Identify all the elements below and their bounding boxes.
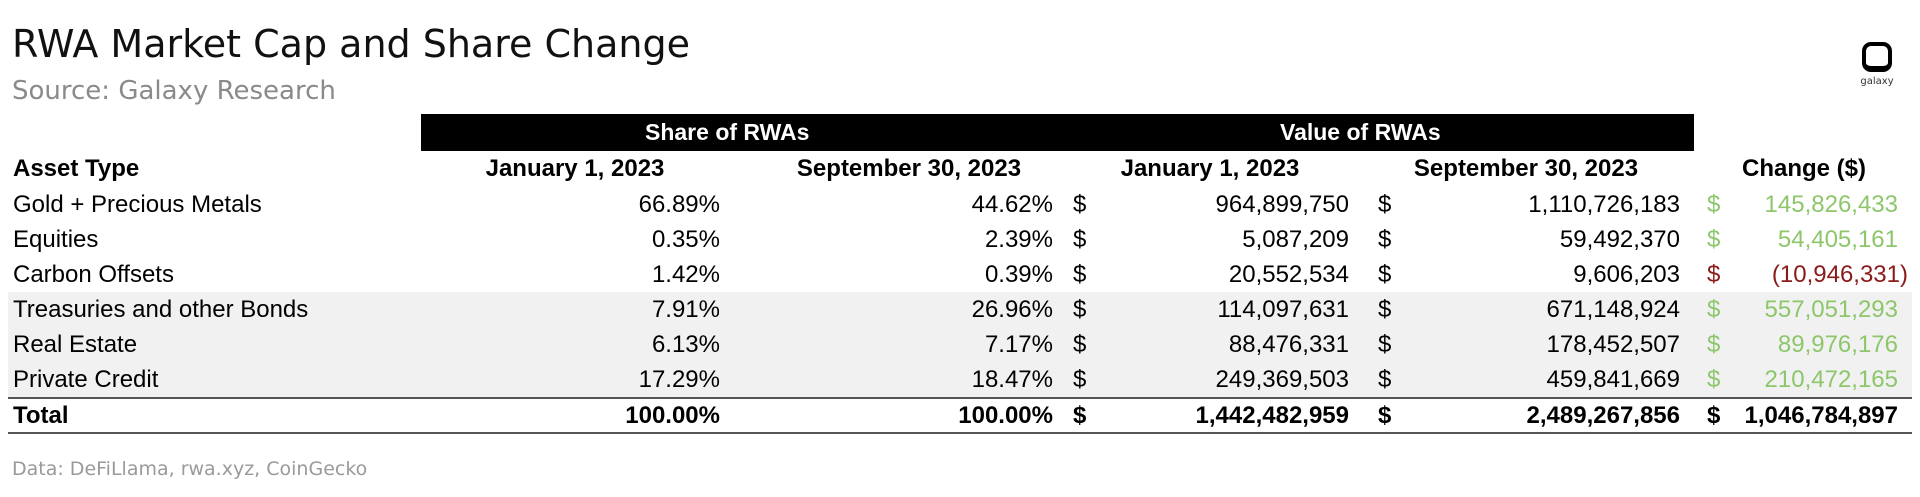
total-label: Total — [13, 402, 69, 429]
col-header-share-jan: January 1, 2023 — [485, 155, 665, 182]
galaxy-logo-icon — [1862, 42, 1892, 72]
cell-asset-type: Equities — [13, 226, 99, 253]
cell-value-sep: 1,110,726,183 — [1528, 191, 1680, 218]
cell-share-sep: 7.17% — [984, 331, 1053, 358]
chart-title: RWA Market Cap and Share Change — [12, 22, 690, 66]
cell-change-currency: $ — [1707, 296, 1721, 323]
cell-value-jan-currency: $ — [1073, 261, 1087, 288]
cell-value-sep-currency: $ — [1378, 226, 1392, 253]
total-change-currency: $ — [1707, 402, 1721, 429]
cell-value-jan-currency: $ — [1073, 331, 1087, 358]
cell-share-jan: 7.91% — [651, 296, 720, 323]
total-top-rule — [8, 397, 1912, 399]
cell-value-sep: 671,148,924 — [1546, 296, 1680, 323]
cell-share-jan: 66.89% — [638, 191, 720, 218]
cell-change-currency: $ — [1707, 366, 1721, 393]
cell-change-currency: $ — [1707, 191, 1721, 218]
cell-value-sep: 178,452,507 — [1546, 331, 1680, 358]
col-header-value-sep: September 30, 2023 — [1413, 155, 1639, 182]
cell-change: 557,051,293 — [1764, 296, 1898, 323]
cell-share-sep: 2.39% — [984, 226, 1053, 253]
chart-subtitle: Source: Galaxy Research — [12, 76, 336, 106]
galaxy-logo — [1855, 42, 1899, 102]
cell-value-jan-currency: $ — [1073, 296, 1087, 323]
total-value-jan-currency: $ — [1073, 402, 1087, 429]
cell-share-jan: 1.42% — [651, 261, 720, 288]
cell-share-jan: 17.29% — [638, 366, 720, 393]
cell-change: 54,405,161 — [1777, 226, 1898, 253]
cell-value-jan: 964,899,750 — [1215, 191, 1349, 218]
cell-share-sep: 18.47% — [971, 366, 1053, 393]
cell-asset-type: Gold + Precious Metals — [13, 191, 262, 218]
cell-change: 145,826,433 — [1764, 191, 1898, 218]
cell-share-sep: 0.39% — [984, 261, 1053, 288]
cell-change: 210,472,165 — [1764, 366, 1898, 393]
total-change: 1,046,784,897 — [1744, 402, 1898, 429]
cell-share-jan: 0.35% — [651, 226, 720, 253]
col-header-value-jan: January 1, 2023 — [1120, 155, 1300, 182]
cell-value-sep-currency: $ — [1378, 191, 1392, 218]
cell-value-sep: 59,492,370 — [1559, 226, 1680, 253]
cell-value-sep-currency: $ — [1378, 296, 1392, 323]
logo-text: galaxy — [1860, 76, 1894, 87]
cell-value-jan: 88,476,331 — [1228, 331, 1349, 358]
cell-change-currency: $ — [1707, 331, 1721, 358]
col-header-change: Change ($) — [1741, 155, 1866, 182]
cell-value-sep: 459,841,669 — [1546, 366, 1680, 393]
cell-value-sep: 9,606,203 — [1573, 261, 1680, 288]
cell-value-jan: 114,097,631 — [1217, 296, 1349, 323]
cell-asset-type: Real Estate — [13, 331, 138, 358]
cell-share-sep: 26.96% — [971, 296, 1053, 323]
cell-change: 89,976,176 — [1777, 331, 1898, 358]
cell-value-sep-currency: $ — [1378, 331, 1392, 358]
cell-change-currency: $ — [1707, 261, 1721, 288]
cell-value-jan: 5,087,209 — [1242, 226, 1349, 253]
cell-value-jan: 249,369,503 — [1215, 366, 1349, 393]
cell-asset-type: Private Credit — [13, 366, 159, 393]
total-share-sep: 100.00% — [958, 402, 1053, 429]
cell-change-currency: $ — [1707, 226, 1721, 253]
cell-value-jan-currency: $ — [1073, 226, 1087, 253]
group-header-band — [421, 114, 1694, 151]
total-value-sep: 2,489,267,856 — [1526, 402, 1680, 429]
cell-value-jan-currency: $ — [1073, 366, 1087, 393]
col-header-asset-type: Asset Type — [13, 155, 140, 182]
col-header-share-sep: September 30, 2023 — [796, 155, 1022, 182]
cell-value-jan: 20,552,534 — [1228, 261, 1349, 288]
cell-value-sep-currency: $ — [1378, 366, 1392, 393]
cell-asset-type: Carbon Offsets — [13, 261, 174, 288]
total-bottom-rule — [8, 432, 1912, 434]
total-value-jan: 1,442,482,959 — [1195, 402, 1349, 429]
group-header-share: Share of RWAs — [645, 119, 810, 145]
cell-share-jan: 6.13% — [651, 331, 720, 358]
cell-value-sep-currency: $ — [1378, 261, 1392, 288]
cell-share-sep: 44.62% — [971, 191, 1053, 218]
cell-change: (10,946,331) — [1771, 261, 1908, 288]
data-source-note: Data: DeFiLlama, rwa.xyz, CoinGecko — [12, 458, 368, 480]
total-share-jan: 100.00% — [625, 402, 720, 429]
cell-asset-type: Treasuries and other Bonds — [13, 296, 309, 323]
cell-value-jan-currency: $ — [1073, 191, 1087, 218]
total-value-sep-currency: $ — [1378, 402, 1392, 429]
group-header-value: Value of RWAs — [1280, 119, 1441, 145]
